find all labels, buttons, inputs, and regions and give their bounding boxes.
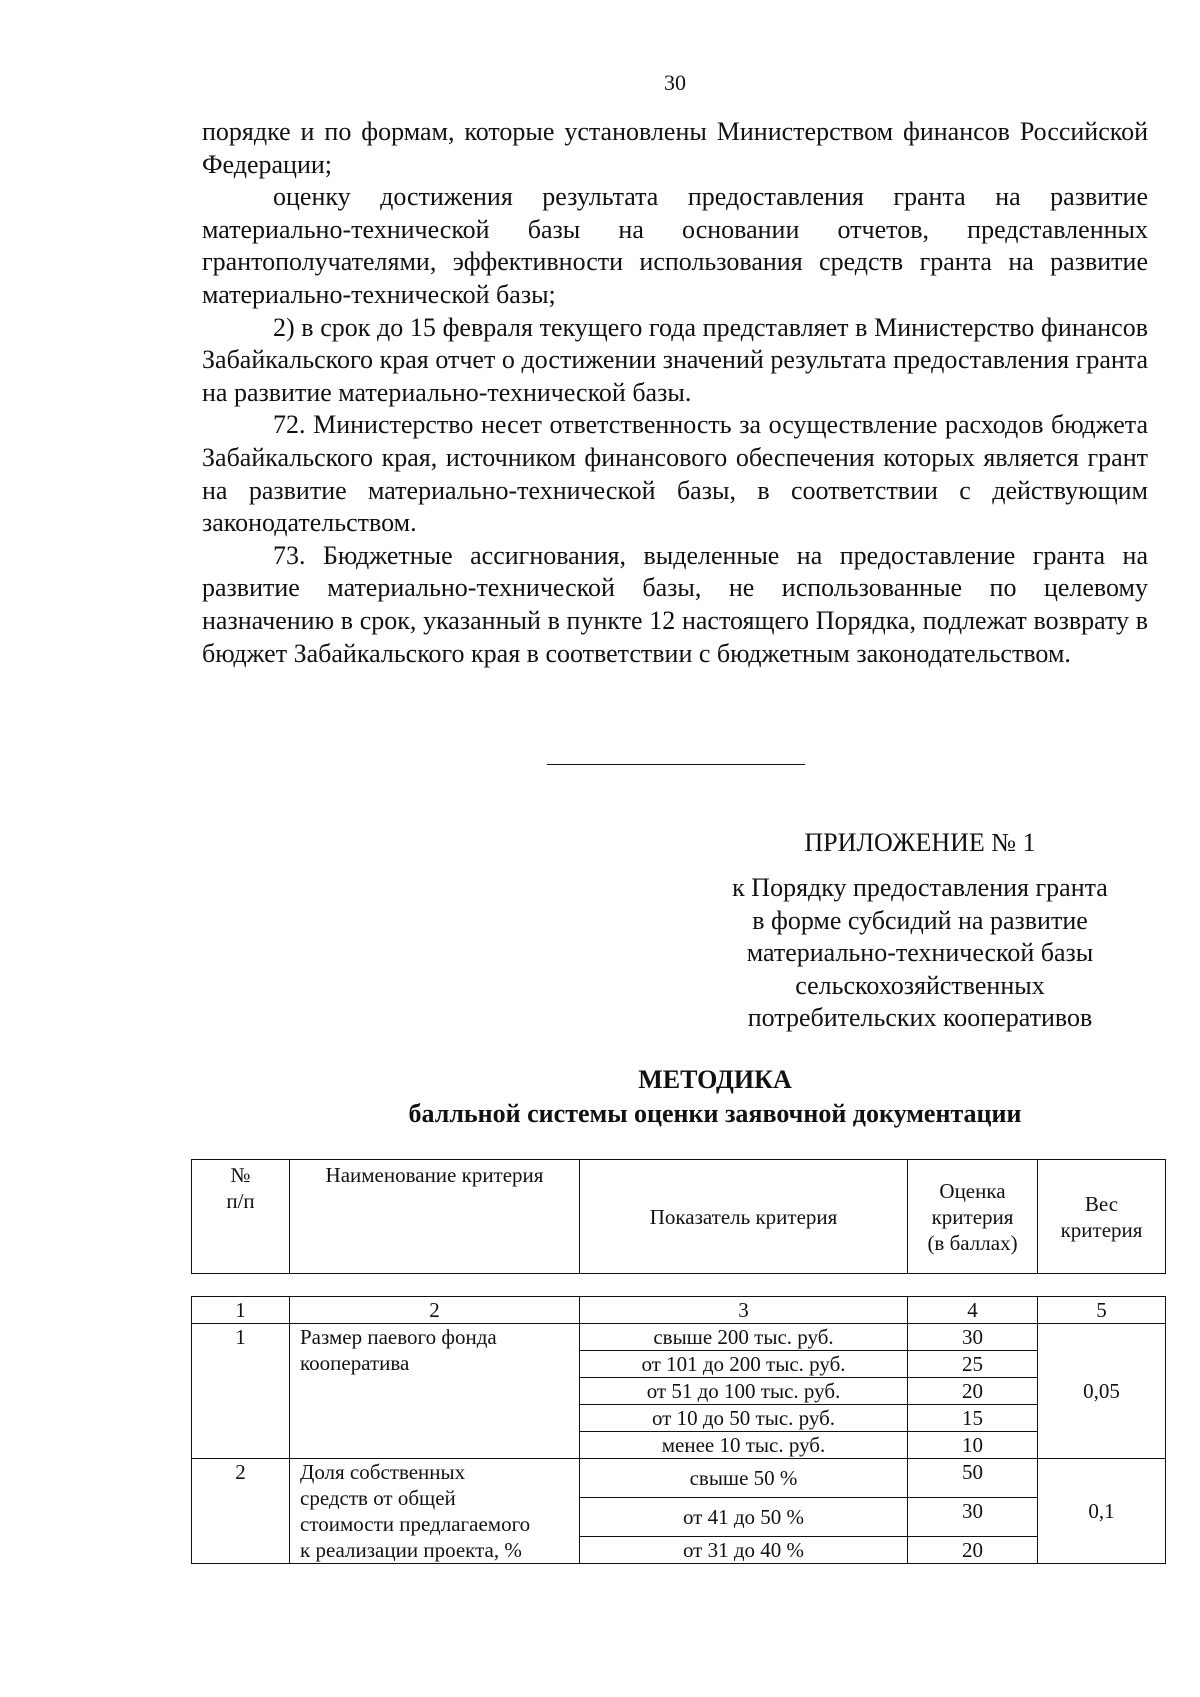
- column-number: 5: [1038, 1297, 1166, 1324]
- header-text: Вес: [1084, 1191, 1119, 1216]
- header-weight: [1038, 1160, 1166, 1274]
- criterion-indicator: свыше 50 %: [580, 1459, 908, 1498]
- page-number: 30: [664, 70, 686, 95]
- header-text: №: [230, 1163, 251, 1187]
- appendix-subtitle-line: потребительских кооперативов: [747, 1003, 1093, 1032]
- table-header-row: [192, 1160, 1166, 1274]
- document-title-line: МЕТОДИКА: [638, 1065, 792, 1094]
- paragraph: 2) в срок до 15 февраля текущего года представляет в Министерство финансов Забайкальского края отчет о достижении значений результата предоставления гранта на развитие материально-технической базы.: [202, 312, 1148, 407]
- criterion-indicator: менее 10 тыс. руб.: [580, 1432, 908, 1459]
- header-text: критерия: [1060, 1217, 1143, 1242]
- criterion-score: 20: [908, 1537, 1038, 1564]
- criterion-score: 30: [908, 1498, 1038, 1537]
- header-text: Оценка: [939, 1178, 1006, 1203]
- paragraph: порядке и по формам, которые установлены Министерством финансов Российской Федерации;: [202, 117, 1148, 179]
- appendix-subtitle-line: материально-технической базы: [746, 938, 1094, 967]
- criterion-score: 50: [908, 1459, 1038, 1498]
- appendix-title: ПРИЛОЖЕНИЕ № 1: [804, 828, 1036, 857]
- criterion-indicator: от 101 до 200 тыс. руб.: [580, 1351, 908, 1378]
- criterion-score: 30: [908, 1324, 1038, 1351]
- criterion-name: [290, 1459, 580, 1564]
- header-text: п/п: [226, 1189, 255, 1213]
- criterion-num: 2: [192, 1459, 290, 1564]
- paragraph: 72. Министерство несет ответственность за осуществление расходов бюджета Забайкальского края, источником финансового обеспечения которых является грант на развитие материально-технической базы, в соответствии с действующим законодательством.: [202, 410, 1148, 538]
- header-text: (в баллах): [927, 1230, 1018, 1255]
- column-number-row: [192, 1297, 1166, 1324]
- column-number: 4: [908, 1297, 1038, 1324]
- table-row: [192, 1459, 1166, 1498]
- column-number: 2: [290, 1297, 580, 1324]
- header-name: Наименование критерия: [290, 1160, 580, 1274]
- header-score: [908, 1160, 1038, 1274]
- header-num: [192, 1160, 290, 1274]
- column-number: 3: [580, 1297, 908, 1324]
- criteria-table: [191, 1296, 1166, 1564]
- criterion-score: 25: [908, 1351, 1038, 1378]
- criterion-indicator: свыше 200 тыс. руб.: [580, 1324, 908, 1351]
- criterion-indicator: от 51 до 100 тыс. руб.: [580, 1378, 908, 1405]
- criterion-name-line: кооператива: [300, 1351, 410, 1375]
- criterion-name: [290, 1324, 580, 1459]
- criterion-weight: 0,1: [1038, 1459, 1166, 1564]
- body-text: [202, 116, 1148, 670]
- criterion-name-line: средств от общей: [300, 1486, 456, 1510]
- criterion-score: 10: [908, 1432, 1038, 1459]
- paragraph: оценку достижения результата предоставления гранта на развитие материально-технической базы на основании отчетов, представленных грантополучателями, эффективности использования средств гранта на развитие материально-технической базы;: [202, 182, 1148, 309]
- appendix-subtitle-line: к Порядку предоставления гранта: [732, 873, 1108, 902]
- criterion-indicator: от 31 до 40 %: [580, 1537, 908, 1564]
- criterion-score: 15: [908, 1405, 1038, 1432]
- criterion-weight: 0,05: [1038, 1324, 1166, 1459]
- criterion-num: 1: [192, 1324, 290, 1459]
- criterion-name-line: Доля собственных: [300, 1460, 466, 1484]
- criterion-score: 20: [908, 1378, 1038, 1405]
- appendix-subtitle-line: сельскохозяйственных: [795, 970, 1045, 1000]
- document-title-line: балльной системы оценки заявочной документации: [408, 1099, 1022, 1128]
- criterion-name-line: Размер паевого фонда: [300, 1325, 497, 1349]
- criterion-indicator: от 41 до 50 %: [580, 1498, 908, 1537]
- paragraph: 73. Бюджетные ассигнования, выделенные на предоставление гранта на развитие материально-технической базы, не использованные по целевому назначению в срок, указанный в пункте 12 настоящего Порядка, подлежат возврату в бюджет Забайкальского края в соответствии с бюджетным законодательством.: [202, 540, 1148, 668]
- header-text: критерия: [931, 1204, 1014, 1229]
- separator-line: [547, 764, 805, 765]
- appendix-subtitle-line: в форме субсидий на развитие: [752, 905, 1088, 935]
- criterion-name-line: стоимости предлагаемого: [300, 1512, 531, 1536]
- column-number: 1: [192, 1297, 290, 1324]
- criterion-indicator: от 10 до 50 тыс. руб.: [580, 1405, 908, 1432]
- header-indicator: Показатель критерия: [580, 1160, 908, 1274]
- table-row: [192, 1324, 1166, 1351]
- appendix-subtitle: [700, 872, 1140, 1035]
- criteria-table-header: [191, 1159, 1166, 1274]
- document-title: [300, 1063, 1130, 1131]
- criterion-name-line: к реализации проекта, %: [300, 1538, 522, 1562]
